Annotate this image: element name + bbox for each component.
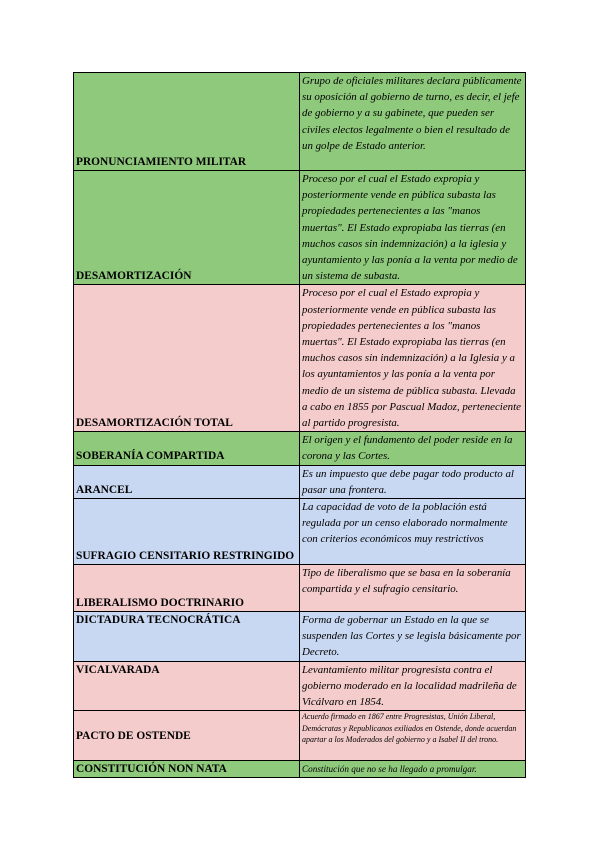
term-cell: PRONUNCIAMIENTO MILITAR <box>74 73 300 171</box>
term-cell: SUFRAGIO CENSITARIO RESTRINGIDO <box>74 499 300 565</box>
term-cell: DESAMORTIZACIÓN TOTAL <box>74 285 300 432</box>
table-row <box>74 171 526 285</box>
definition-cell: Es un impuesto que debe pagar todo producto al pasar una frontera. <box>300 465 526 498</box>
table-row <box>74 711 526 761</box>
table-row <box>74 565 526 612</box>
term-cell: LIBERALISMO DOCTRINARIO <box>74 565 300 612</box>
table-row <box>74 761 526 778</box>
definition-cell: La capacidad de voto de la población está regulada por un censo elaborado normalmente con criterios económicos muy restrictivos <box>300 499 526 565</box>
term-cell: PACTO DE OSTENDE <box>74 711 300 761</box>
definition-cell: Tipo de liberalismo que se basa en la soberanía compartida y el sufragio censitario. <box>300 565 526 612</box>
definition-cell: Grupo de oficiales militares declara públicamente su oposición al gobierno de turno, es decir, el jefe de gobierno y a su gabinete, que pueden ser civiles electos legalmente o bien el resultado de un golpe de Estado anterior. <box>300 73 526 171</box>
definition-cell: Constitución que no se ha llegado a promulgar. <box>300 761 526 778</box>
term-cell: CONSTITUCIÓN NON NATA <box>74 761 300 778</box>
table-row <box>74 285 526 432</box>
glossary-table <box>73 72 526 778</box>
term-cell: DICTADURA TECNOCRÁTICA <box>74 612 300 662</box>
table-row <box>74 465 526 498</box>
definition-cell: Forma de gobernar un Estado en la que se suspenden las Cortes y se legisla básicamente por Decreto. <box>300 612 526 662</box>
term-cell: ARANCEL <box>74 465 300 498</box>
definition-cell: Proceso por el cual el Estado expropia y posteriormente vende en pública subasta las propiedades pertenecientes a las "manos muertas". El Estado expropiaba las tierras (en muchos casos sin indemnización) a la iglesia y ayuntamiento y las ponía a la venta por medio de un sistema de subasta. <box>300 171 526 285</box>
table-row <box>74 661 526 711</box>
table-row <box>74 432 526 465</box>
table-row <box>74 73 526 171</box>
table-row <box>74 499 526 565</box>
definition-cell: El origen y el fundamento del poder reside en la corona y las Cortes. <box>300 432 526 465</box>
term-cell: DESAMORTIZACIÓN <box>74 171 300 285</box>
definition-cell: Acuerdo firmado en 1867 entre Progresistas, Unión Liberal, Demócratas y Republicanos exiliados en Ostende, donde acuerdan apartar a los Moderados del gobierno y a Isabel II del trono. <box>300 711 526 761</box>
definition-cell: Proceso por el cual el Estado expropia y posteriormente vende en pública subasta las propiedades pertenecientes a los "manos muertas". El Estado expropiaba las tierras (en muchos casos sin indemnización) a la Iglesia y a los ayuntamientos y las ponía a la venta por medio de un sistema de pública subasta. Llevada a cabo en 1855 por Pascual Madoz, perteneciente al partido progresista. <box>300 285 526 432</box>
definition-cell: Levantamiento militar progresista contra el gobierno moderado en la localidad madrileña de Vicálvaro en 1854. <box>300 661 526 711</box>
table-row <box>74 612 526 662</box>
term-cell: SOBERANÍA COMPARTIDA <box>74 432 300 465</box>
term-cell: VICALVARADA <box>74 661 300 711</box>
